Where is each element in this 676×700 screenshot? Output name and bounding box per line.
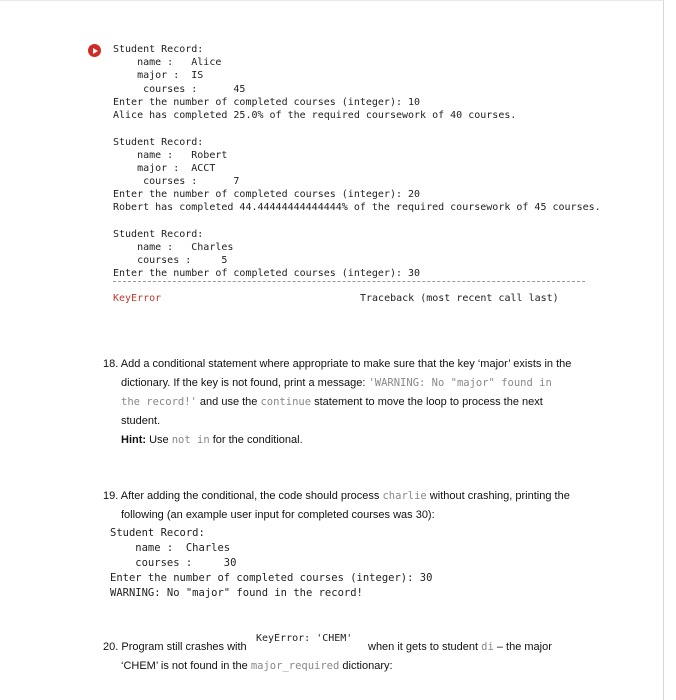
record-courses: courses : 45 bbox=[113, 84, 246, 95]
result-line: Alice has completed 25.0% of the required coursework of 40 courses. bbox=[113, 110, 517, 121]
record-header: Student Record: bbox=[113, 137, 204, 148]
code-snippet: di bbox=[481, 641, 494, 653]
question-text: dictionary: bbox=[339, 660, 393, 672]
question-text: without crashing, printing the bbox=[426, 490, 570, 502]
question-18 bbox=[103, 355, 603, 450]
question-text: ‘CHEM’ is not found in the bbox=[121, 660, 251, 672]
question-20-line2 bbox=[121, 657, 601, 676]
question-19 bbox=[103, 487, 613, 525]
question-text: for the conditional. bbox=[209, 434, 303, 446]
record-header: Student Record: bbox=[113, 44, 204, 55]
input-prompt: Enter the number of completed courses (integer): 30 bbox=[113, 268, 421, 279]
record-major: major : IS bbox=[113, 70, 204, 81]
result-line: Robert has completed 44.44444444444444% of the required coursework of 45 courses. bbox=[113, 202, 601, 213]
example-prompt: Enter the number of completed courses (integer): 30 bbox=[110, 572, 433, 584]
question-text: when it gets to student bbox=[368, 641, 482, 653]
run-cell-icon[interactable] bbox=[88, 44, 101, 57]
question-20-cont bbox=[368, 638, 608, 657]
question-number: 19. bbox=[103, 490, 119, 502]
question-20 bbox=[103, 638, 253, 657]
code-snippet: not in bbox=[171, 434, 210, 446]
example-warning: WARNING: No "major" found in the record! bbox=[110, 587, 363, 599]
question-text: Program still crashes with bbox=[121, 641, 247, 653]
example-name: name : Charles bbox=[110, 542, 231, 554]
hint-label: Hint: bbox=[121, 434, 147, 446]
code-snippet: charlie bbox=[382, 490, 427, 502]
traceback-divider bbox=[113, 281, 585, 282]
question-text: dictionary. If the key is not found, print a message: bbox=[121, 377, 369, 389]
input-prompt: Enter the number of completed courses (integer): 10 bbox=[113, 97, 421, 108]
error-name: KeyError bbox=[113, 293, 162, 304]
question-number: 20. bbox=[103, 641, 119, 653]
record-name: name : Charles bbox=[113, 242, 234, 253]
question-text: statement to move the loop to process the next bbox=[311, 396, 543, 408]
question-text: and use the bbox=[196, 396, 261, 408]
code-snippet: 'WARNING: No "major" found in bbox=[368, 377, 552, 389]
question-text: student. bbox=[121, 415, 161, 427]
question-number: 18. bbox=[103, 358, 119, 370]
code-snippet: the record!' bbox=[121, 396, 197, 408]
record-name: name : Alice bbox=[113, 57, 222, 68]
record-major: major : ACCT bbox=[113, 163, 216, 174]
traceback-label: Traceback (most recent call last) bbox=[360, 293, 559, 304]
input-prompt: Enter the number of completed courses (integer): 20 bbox=[113, 189, 421, 200]
example-courses: courses : 30 bbox=[110, 557, 237, 569]
record-courses: courses : 7 bbox=[113, 176, 240, 187]
question-text: – the major bbox=[496, 641, 552, 653]
record-courses: courses : 5 bbox=[113, 255, 228, 266]
question-text: Add a conditional statement where appropriate to make sure that the key ‘major’ exists in the bbox=[120, 358, 572, 370]
example-header: Student Record: bbox=[110, 527, 205, 539]
code-snippet: continue bbox=[260, 396, 312, 408]
record-name: name : Robert bbox=[113, 150, 228, 161]
question-text: Use bbox=[146, 434, 172, 446]
code-snippet: major_required bbox=[250, 660, 340, 672]
question-text: After adding the conditional, the code should process bbox=[120, 490, 383, 502]
question-text: following (an example user input for completed courses was 30): bbox=[121, 509, 435, 521]
record-header: Student Record: bbox=[113, 229, 204, 240]
keyerror-snippet: KeyError: 'CHEM' bbox=[256, 633, 353, 644]
